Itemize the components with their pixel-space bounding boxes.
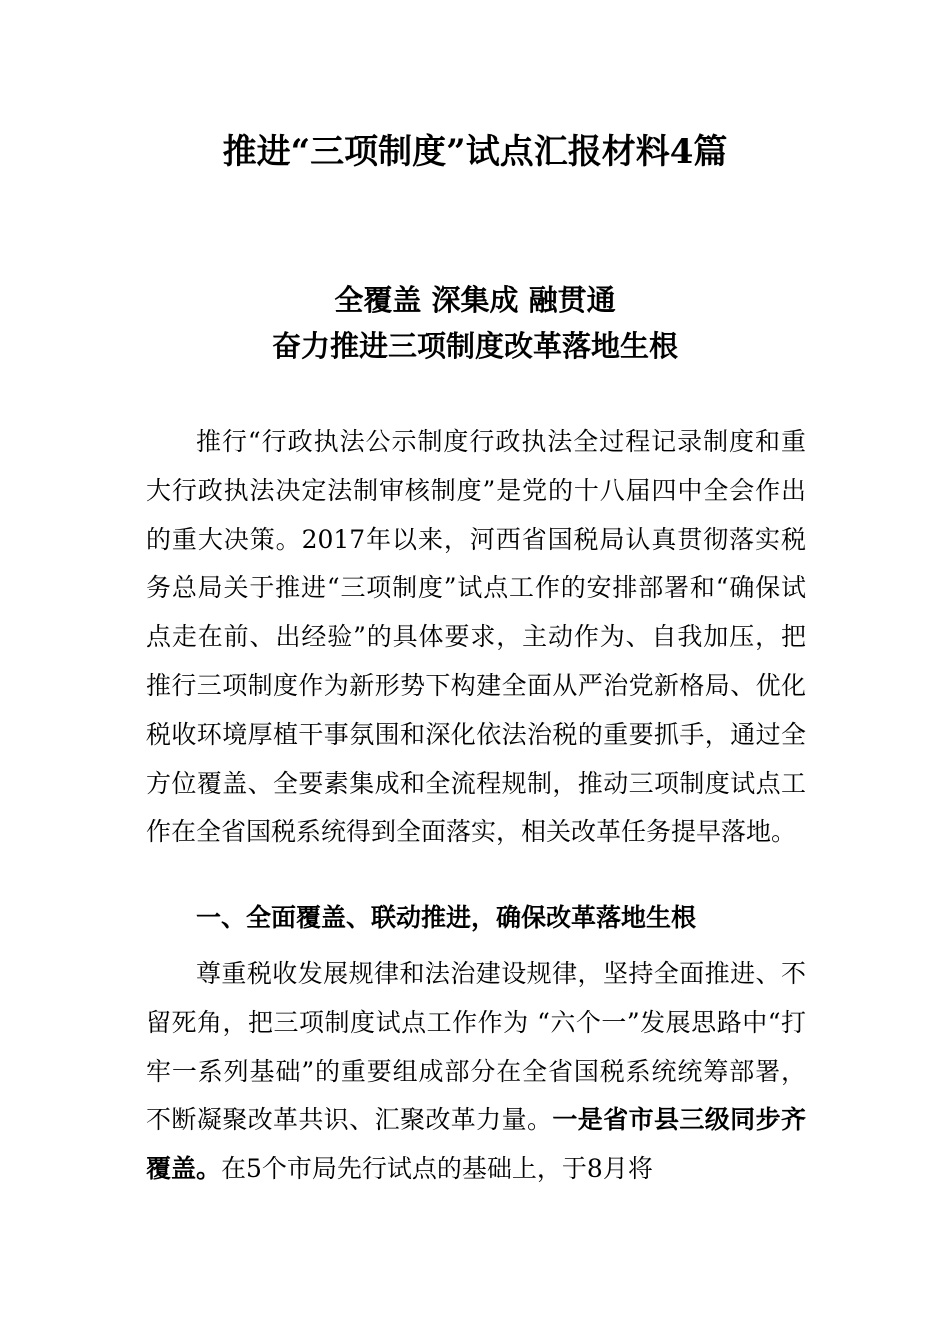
section-1-heading: 一、全面覆盖、联动推进，确保改革落地生根 xyxy=(196,903,697,932)
document-title: 推进“三项制度”试点汇报材料4篇 xyxy=(222,132,728,172)
article-subtitle-line-1: 全覆盖 深集成 融贯通 xyxy=(334,283,616,317)
paragraph-2-text-part1: 尊重税收发展规律和法治建设规律，坚持全面推进、不留死角，把三项制度试点工作作为 “六个一”发展思路中“打牢一系列基础”的重要组成部分在全省国税系统统筹部署，不断凝聚改革共识、汇聚改革力量。 xyxy=(146,959,806,1135)
paragraph-2-bold-point: 一是省市县三级同步齐覆盖。 xyxy=(146,1105,806,1184)
article-subtitle-line-2: 奋力推进三项制度改革落地生根 xyxy=(271,329,678,363)
paragraph-2 xyxy=(146,950,806,1194)
paragraph-1 xyxy=(146,418,806,857)
paragraph-2-text-part2: 在5个市局先行试点的基础上，于8月将 xyxy=(221,1154,653,1184)
paragraph-2-text xyxy=(146,950,806,1194)
paragraph-1-text: 推行“行政执法公示制度行政执法全过程记录制度和重大行政执法决定法制审核制度”是党的十八届四中全会作出的重大决策。2017年以来，河西省国税局认真贯彻落实税务总局关于推进“三项制度”试点工作的安排部署和“确保试点走在前、出经验”的具体要求，主动作为、自我加压，把推行三项制度作为新形势下构建全面从严治党新格局、优化税收环境厚植干事氛围和深化依法治税的重要抓手，通过全方位覆盖、全要素集成和全流程规制，推动三项制度试点工作在全省国税系统得到全面落实，相关改革任务提早落地。 xyxy=(146,427,806,847)
